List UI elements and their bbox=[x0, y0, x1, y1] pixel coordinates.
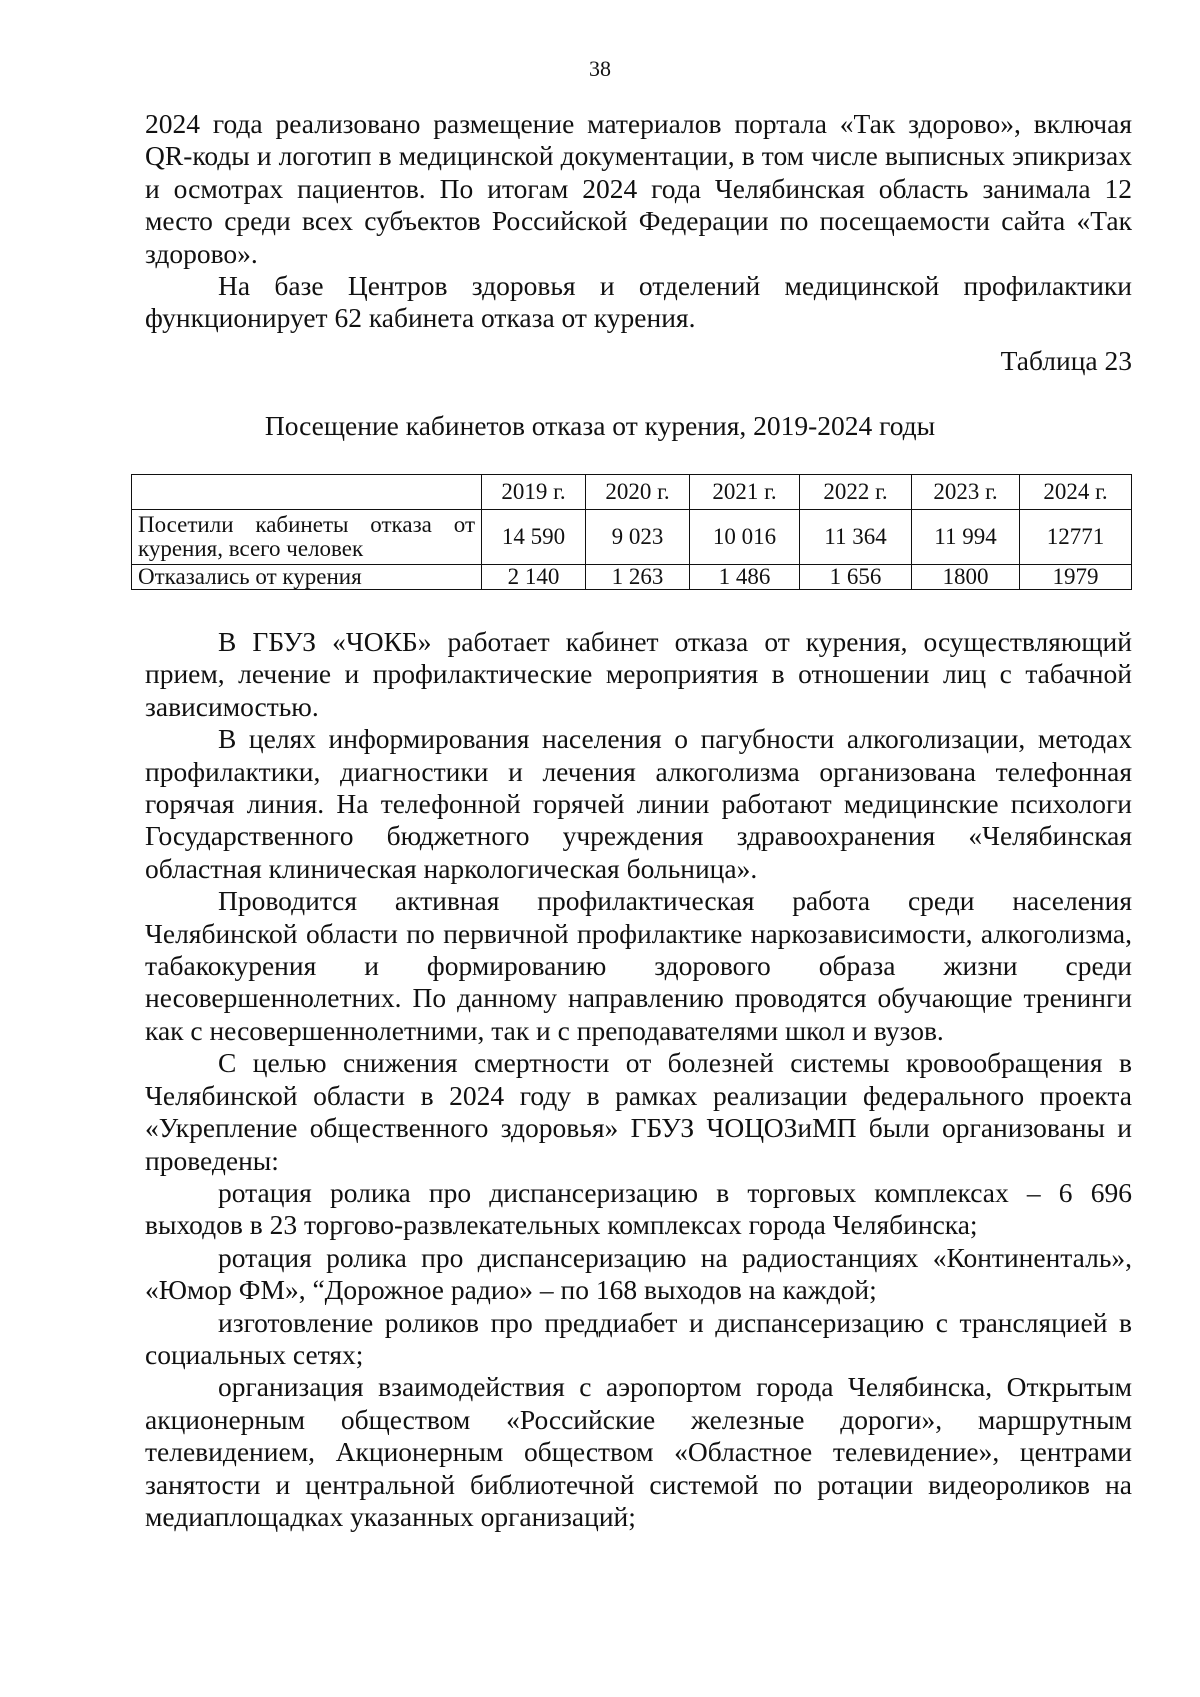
table-header-cell: 2022 г. bbox=[800, 475, 912, 510]
table-cell: 12771 bbox=[1020, 510, 1132, 565]
table-header-cell: 2021 г. bbox=[690, 475, 800, 510]
table-cell: 11 364 bbox=[800, 510, 912, 565]
table-number: Таблица 23 bbox=[1000, 345, 1132, 376]
page-number: 38 bbox=[589, 56, 611, 81]
paragraph-hotline: В целях информирования населения о пагубности алкоголизации, методах профилактики, диагностики и лечения алкоголизма организована телефонная горячая линия. На телефонной горячей линии работают медицинские психологи Государственного бюджетного учреждения здравоохранения «Челябинская областная клиническая наркологическая больница». bbox=[145, 723, 1132, 884]
table-header-cell: 2020 г. bbox=[586, 475, 690, 510]
table-row bbox=[132, 510, 1132, 565]
list-item: организация взаимодействия с аэропортом города Челябинска, Открытым акционерным обществом «Российские железные дороги», маршрутным телевидением, Акционерным обществом «Областное телевидение», центрами занятости и центральной библиотечной системой по ротации видеороликов на медиаплощадках указанных организаций; bbox=[145, 1371, 1132, 1532]
paragraph-cabinets: На базе Центров здоровья и отделений медицинской профилактики функционирует 62 кабинета отказа от курения. bbox=[145, 270, 1132, 334]
table-cell: 1 656 bbox=[800, 565, 912, 590]
main-text-block bbox=[145, 626, 1132, 1533]
table-cell: 2 140 bbox=[482, 565, 586, 590]
table-header-cell: 2019 г. bbox=[482, 475, 586, 510]
row-label: Отказались от курения bbox=[132, 565, 482, 590]
table-cell: 14 590 bbox=[482, 510, 586, 565]
table-corner-cell bbox=[132, 475, 482, 510]
paragraph-portal: 2024 года реализовано размещение материалов портала «Так здорово», включая QR-коды и логотип в медицинской документации, в том числе выписных эпикризах и осмотрах пациентов. По итогам 2024 года Челябинская область занимала 12 место среди всех субъектов Российской Федерации по посещаемости сайта «Так здорово». bbox=[145, 108, 1132, 269]
table-cell: 1800 bbox=[912, 565, 1020, 590]
top-text-block bbox=[145, 108, 1132, 335]
paragraph-prevention: Проводится активная профилактическая работа среди населения Челябинской области по первичной профилактике наркозависимости, алкоголизма, табакокурения и формированию здорового образа жизни среди несовершеннолетних. По данному направлению проводятся обучающие тренинги как с несовершеннолетними, так и с преподавателями школ и вузов. bbox=[145, 885, 1132, 1046]
list-item: ротация ролика про диспансеризацию на радиостанциях «Континенталь», «Юмор ФМ», “Дорожное радио» – по 168 выходов на каждой; bbox=[145, 1241, 1132, 1306]
table-header-row bbox=[132, 475, 1132, 510]
table-row bbox=[132, 565, 1132, 590]
list-item: ротация ролика про диспансеризацию в торговых комплексах – 6 696 выходов в 23 торгово-развлекательных комплексах города Челябинска; bbox=[145, 1176, 1132, 1241]
table-header-cell: 2023 г. bbox=[912, 475, 1020, 510]
list-item: изготовление роликов про преддиабет и диспансеризацию с трансляцией в социальных сетях; bbox=[145, 1306, 1132, 1370]
table-cell: 1979 bbox=[1020, 565, 1132, 590]
table-cell: 1 486 bbox=[690, 565, 800, 590]
table-header-cell: 2024 г. bbox=[1020, 475, 1132, 510]
row-label: Посетили кабинеты отказа от курения, всего человек bbox=[132, 510, 482, 565]
table-cell: 11 994 bbox=[912, 510, 1020, 565]
paragraph-chokb: В ГБУЗ «ЧОКБ» работает кабинет отказа от курения, осуществляющий прием, лечение и профилактические мероприятия в отношении лиц с табачной зависимостью. bbox=[145, 626, 1132, 722]
table-title: Посещение кабинетов отказа от курения, 2019-2024 годы bbox=[264, 410, 936, 441]
table-cell: 1 263 bbox=[586, 565, 690, 590]
table-cell: 10 016 bbox=[690, 510, 800, 565]
table-cell: 9 023 bbox=[586, 510, 690, 565]
smoking-cessation-table bbox=[131, 474, 1132, 590]
paragraph-mortality: С целью снижения смертности от болезней системы кровообращения в Челябинской области в 2024 году в рамках реализации федерального проекта «Укрепление общественного здоровья» ГБУЗ ЧОЦОЗиМП были организованы и проведены: bbox=[145, 1047, 1132, 1176]
